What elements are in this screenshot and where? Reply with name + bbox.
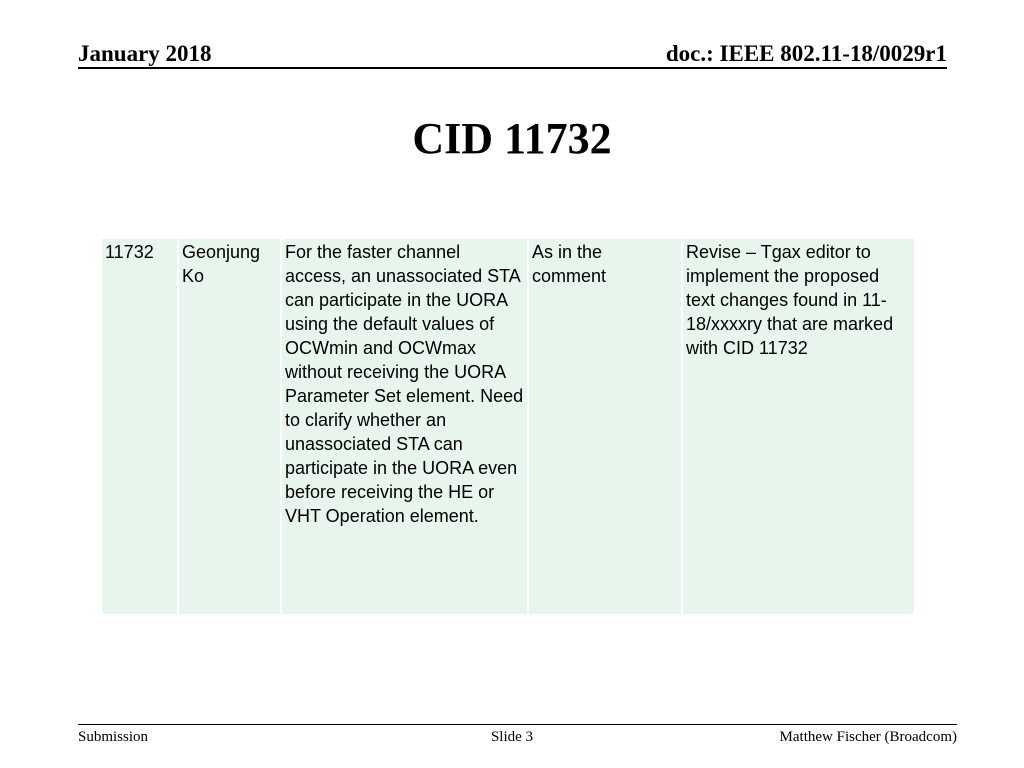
footer-rule xyxy=(78,724,957,725)
cell-commenter: Geonjung Ko xyxy=(178,239,281,614)
comment-table xyxy=(102,239,914,614)
footer-author: Matthew Fischer (Broadcom) xyxy=(779,729,957,745)
slide-title: CID 11732 xyxy=(412,114,612,163)
cell-proposed-change: As in the comment xyxy=(528,239,682,614)
header-date: January 2018 xyxy=(78,41,212,66)
table-row xyxy=(102,239,914,614)
cell-resolution: Revise – Tgax editor to implement the proposed text changes found in 11-18/xxxxry that are marked with CID 11732 xyxy=(682,239,914,614)
footer-submission: Submission xyxy=(78,729,149,745)
header-doc-id: doc.: IEEE 802.11-18/0029r1 xyxy=(665,41,947,66)
cell-comment: For the faster channel access, an unassociated STA can participate in the UORA using the default values of OCWmin and OCWmax without receiving the UORA Parameter Set element. Need to clarify whether an unassociated STA can participate in the UORA even before receiving the HE or VHT Operation element. xyxy=(281,239,528,614)
cell-cid: 11732 xyxy=(102,239,178,614)
footer-slide-number: Slide 3 xyxy=(490,729,534,745)
header-rule xyxy=(78,67,947,69)
